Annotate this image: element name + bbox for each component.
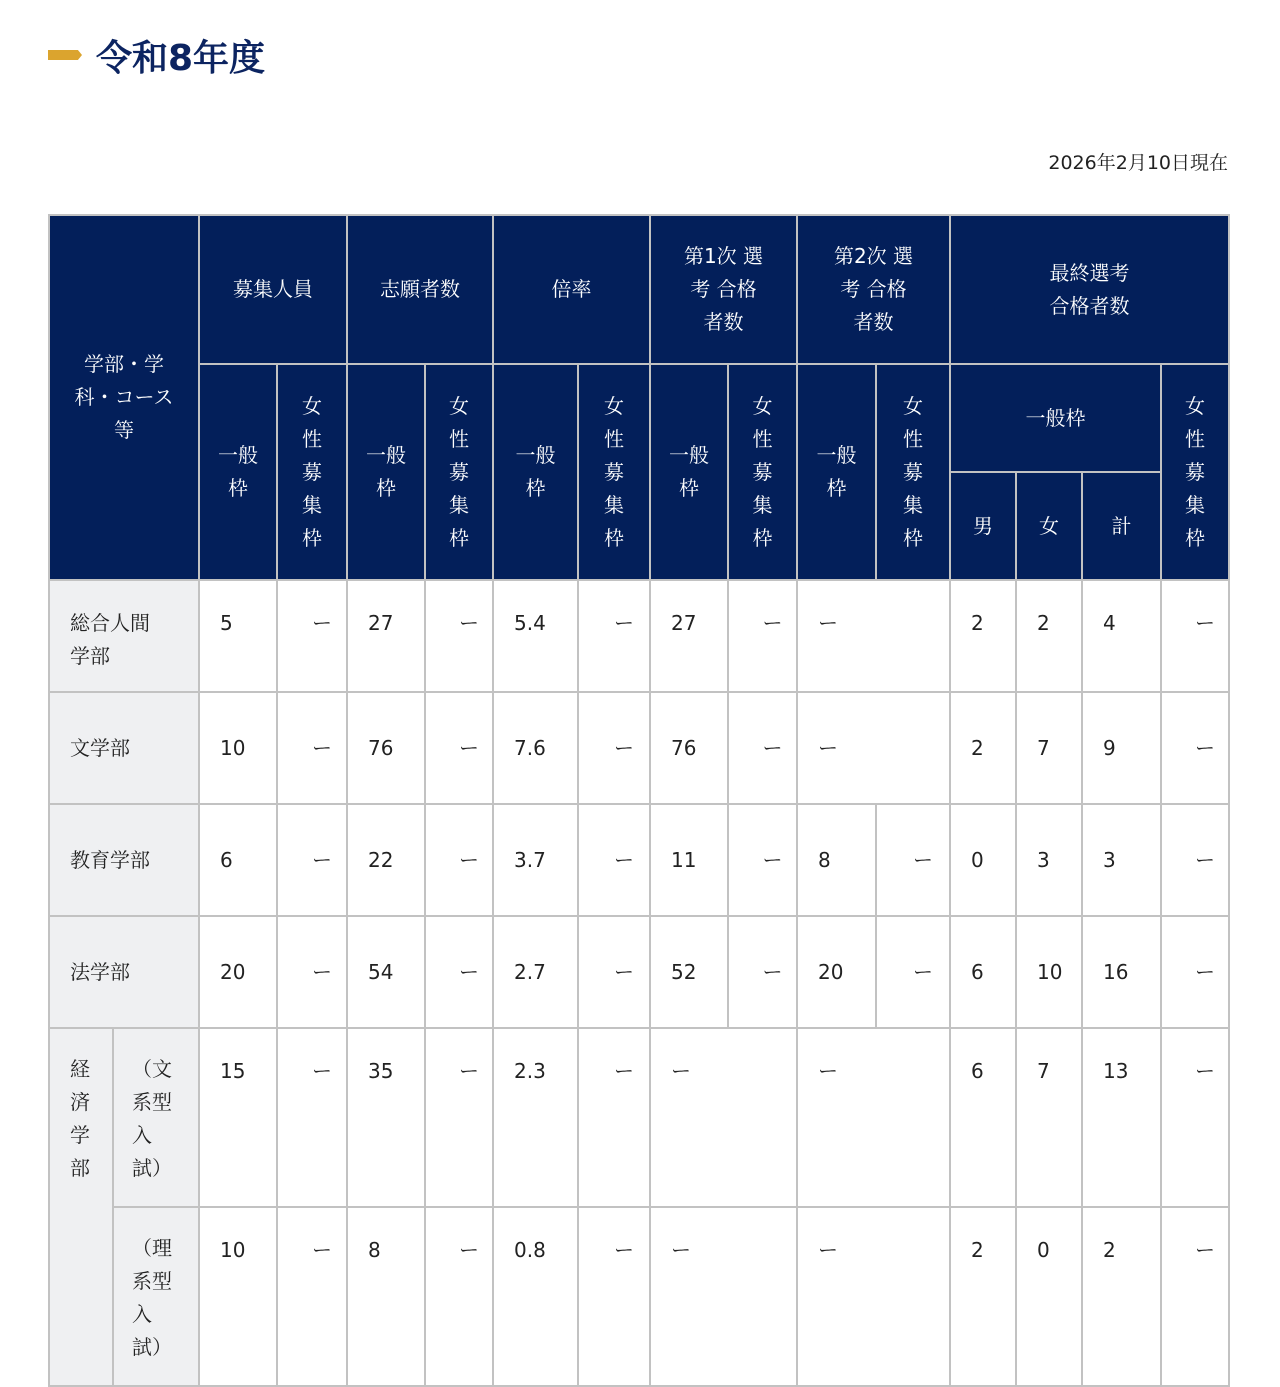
cell-first: ー: [650, 1028, 797, 1207]
cell-final-female: 7: [1016, 1028, 1082, 1207]
cell-final-total: 4: [1082, 580, 1161, 692]
cell-second: ー: [797, 1028, 950, 1207]
table-row: [49, 692, 1229, 804]
cell-applicants-women: ー: [425, 1207, 493, 1386]
header-second-women: 女性募集枠: [876, 364, 950, 580]
cell-second: ー: [797, 580, 950, 692]
cell-first-women: ー: [728, 804, 797, 916]
header-second-general: 一般枠: [797, 364, 876, 580]
cell-first-women: ー: [728, 916, 797, 1028]
cell-second-general: 20: [797, 916, 876, 1028]
header-final-female: 女: [1016, 472, 1082, 580]
cell-ratio-general: 3.7: [493, 804, 578, 916]
cell-final-female: 7: [1016, 692, 1082, 804]
table-row: [49, 580, 1229, 692]
cell-final-women: ー: [1161, 692, 1229, 804]
cell-second: ー: [797, 1207, 950, 1386]
cell-final-total: 13: [1082, 1028, 1161, 1207]
cell-second: ー: [797, 692, 950, 804]
table-row: [49, 804, 1229, 916]
header-recruit-women: 女性募集枠: [277, 364, 347, 580]
header-ratio-general: 一般枠: [493, 364, 578, 580]
cell-applicants-women: ー: [425, 916, 493, 1028]
cell-recruit-women: ー: [277, 692, 347, 804]
cell-applicants-women: ー: [425, 692, 493, 804]
cell-final-total: 2: [1082, 1207, 1161, 1386]
cell-recruit-general: 6: [199, 804, 277, 916]
heading-accent-bar: [48, 50, 82, 60]
cell-applicants-women: ー: [425, 580, 493, 692]
cell-applicants-women: ー: [425, 804, 493, 916]
cell-applicants-general: 76: [347, 692, 425, 804]
table-row: [49, 916, 1229, 1028]
cell-first-general: 27: [650, 580, 728, 692]
header-final-stage: 最終選考 合格者数: [950, 215, 1229, 364]
cell-final-women: ー: [1161, 580, 1229, 692]
cell-applicants-general: 22: [347, 804, 425, 916]
header-final-total: 計: [1082, 472, 1161, 580]
header-final-women: 女性募集枠: [1161, 364, 1229, 580]
cell-recruit-general: 5: [199, 580, 277, 692]
cell-final-women: ー: [1161, 916, 1229, 1028]
cell-recruit-general: 10: [199, 1207, 277, 1386]
cell-first-women: ー: [728, 580, 797, 692]
table-row: [49, 1028, 1229, 1207]
header-applicants-women: 女性募集枠: [425, 364, 493, 580]
cell-ratio-women: ー: [578, 1028, 650, 1207]
section-heading: [48, 30, 265, 80]
cell-final-female: 0: [1016, 1207, 1082, 1386]
cell-final-total: 16: [1082, 916, 1161, 1028]
cell-recruit-general: 20: [199, 916, 277, 1028]
header-first-women: 女性募集枠: [728, 364, 797, 580]
header-first-stage: 第1次 選考 合格者数: [650, 215, 797, 364]
cell-final-women: ー: [1161, 1207, 1229, 1386]
header-applicants: 志願者数: [347, 215, 493, 364]
cell-applicants-general: 35: [347, 1028, 425, 1207]
as-of-date: 2026年2月10日現在: [1048, 152, 1228, 174]
cell-first-general: 11: [650, 804, 728, 916]
row-label-economics: 経済学部: [49, 1028, 113, 1386]
table-row: [49, 1207, 1229, 1386]
row-label: 法学部: [49, 916, 199, 1028]
admissions-table: [48, 214, 1230, 1387]
cell-final-women: ー: [1161, 804, 1229, 916]
cell-final-female: 3: [1016, 804, 1082, 916]
cell-final-male: 2: [950, 580, 1016, 692]
header-applicants-general: 一般枠: [347, 364, 425, 580]
cell-recruit-women: ー: [277, 916, 347, 1028]
header-final-general: 一般枠: [950, 364, 1161, 472]
cell-second-general: 8: [797, 804, 876, 916]
row-sublabel: （理系型入試）: [113, 1207, 199, 1386]
cell-final-male: 2: [950, 1207, 1016, 1386]
cell-first-general: 52: [650, 916, 728, 1028]
cell-first-general: 76: [650, 692, 728, 804]
cell-final-total: 9: [1082, 692, 1161, 804]
cell-recruit-general: 10: [199, 692, 277, 804]
cell-ratio-women: ー: [578, 580, 650, 692]
cell-ratio-women: ー: [578, 1207, 650, 1386]
cell-recruit-general: 15: [199, 1028, 277, 1207]
cell-applicants-general: 54: [347, 916, 425, 1028]
cell-ratio-women: ー: [578, 692, 650, 804]
cell-final-male: 2: [950, 692, 1016, 804]
cell-recruit-women: ー: [277, 804, 347, 916]
cell-final-male: 6: [950, 916, 1016, 1028]
cell-ratio-general: 7.6: [493, 692, 578, 804]
row-label: 総合人間学部: [49, 580, 199, 692]
cell-recruit-women: ー: [277, 1028, 347, 1207]
cell-recruit-women: ー: [277, 580, 347, 692]
cell-recruit-women: ー: [277, 1207, 347, 1386]
cell-ratio-general: 5.4: [493, 580, 578, 692]
cell-second-women: ー: [876, 916, 950, 1028]
cell-applicants-general: 27: [347, 580, 425, 692]
row-label: 教育学部: [49, 804, 199, 916]
header-second-stage: 第2次 選考 合格者数: [797, 215, 950, 364]
cell-ratio-general: 0.8: [493, 1207, 578, 1386]
header-ratio-women: 女性募集枠: [578, 364, 650, 580]
cell-final-women: ー: [1161, 1028, 1229, 1207]
cell-final-male: 6: [950, 1028, 1016, 1207]
cell-final-female: 2: [1016, 580, 1082, 692]
cell-final-female: 10: [1016, 916, 1082, 1028]
row-sublabel: （文系型入試）: [113, 1028, 199, 1207]
cell-applicants-women: ー: [425, 1028, 493, 1207]
cell-ratio-general: 2.3: [493, 1028, 578, 1207]
cell-first-women: ー: [728, 692, 797, 804]
header-department: 学部・学科・コース等: [49, 215, 199, 580]
header-recruit: 募集人員: [199, 215, 347, 364]
page-title: 令和8年度: [96, 37, 266, 79]
header-recruit-general: 一般枠: [199, 364, 277, 580]
row-label: 文学部: [49, 692, 199, 804]
cell-ratio-women: ー: [578, 804, 650, 916]
header-first-general: 一般枠: [650, 364, 728, 580]
cell-first: ー: [650, 1207, 797, 1386]
cell-second-women: ー: [876, 804, 950, 916]
header-final-male: 男: [950, 472, 1016, 580]
header-ratio: 倍率: [493, 215, 650, 364]
cell-ratio-women: ー: [578, 916, 650, 1028]
cell-applicants-general: 8: [347, 1207, 425, 1386]
cell-ratio-general: 2.7: [493, 916, 578, 1028]
cell-final-male: 0: [950, 804, 1016, 916]
cell-final-total: 3: [1082, 804, 1161, 916]
